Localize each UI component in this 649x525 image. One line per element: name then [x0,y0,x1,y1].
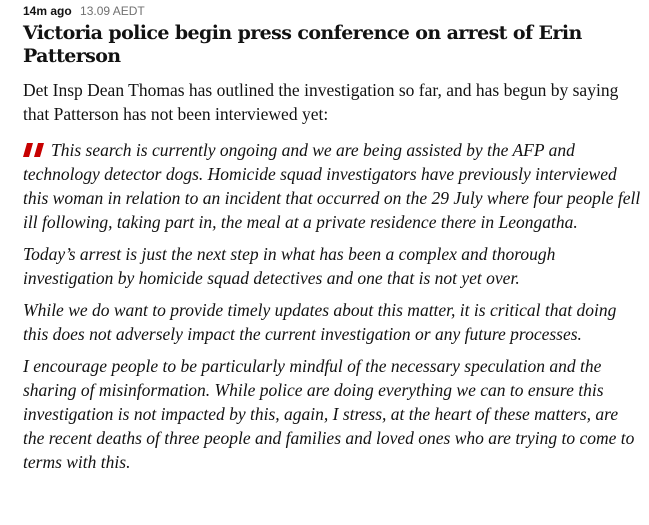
quote-paragraph-3: While we do want to provide timely updates about this matter, it is critical that doing this does not adversely impact the current investigation or any future processes. [23,300,617,344]
timestamp: 13.09 AEDT [80,4,145,18]
quote-paragraph-2: Today’s arrest is just the next step in what has been a complex and thorough investigation by homicide squad detectives and one that is not yet over. [23,244,556,288]
intro-paragraph: Det Insp Dean Thomas has outlined the investigation so far, and has begun by saying that Patterson has not been interviewed yet: [23,80,619,124]
relative-time[interactable]: 14m ago [23,4,72,18]
post-meta [23,3,643,19]
live-blog-post [23,0,643,482]
quote-marks-icon [23,143,45,157]
post-headline: Victoria police begin press conference on arrest of Erin Patterson [23,22,582,67]
quote-paragraph-1-text: This search is currently ongoing and we are being assisted by the AFP and technology detector dogs. Homicide squad investigators have previously interviewed this woman in relation to an incident that occurred on the 29 July where four people fell ill following, taking part in, the meal at a private residence there in Leongatha. [23,140,641,232]
quote-paragraph-4: I encourage people to be particularly mindful of the necessary speculation and the sharing of misinformation. While police are doing everything we can to ensure this investigation is not impacted by this, again, I stress, at the heart of these matters, are the recent deaths of three people and families and loved ones who are trying to come to terms with this. [23,356,635,472]
block-quote [23,138,643,474]
quote-paragraph-1 [23,138,643,234]
